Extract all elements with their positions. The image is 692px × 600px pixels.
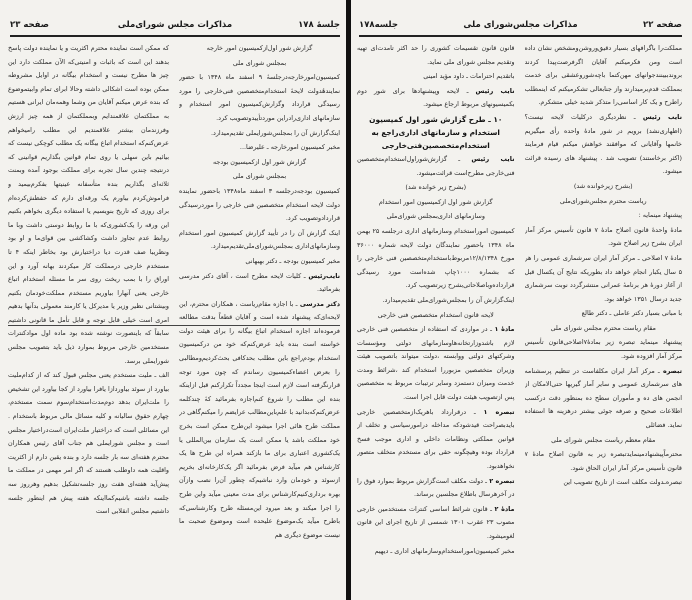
paragraph: مخبر کمیسیون بودجه ـ دکتر بهبهانی xyxy=(245,256,340,265)
speaker-paragraph xyxy=(357,323,515,405)
speaker-paragraph xyxy=(525,111,683,179)
scan-fold-line xyxy=(357,350,682,351)
centered-line: مقام ریاست محترم مجلس شورای ملی xyxy=(550,323,656,332)
speaker-paragraph xyxy=(525,365,683,433)
paragraph: کمیسیون امور‌استخدام وسازمانهای اداری درجلسه ۲۵ بهمن ماه ۱۳۴۸ باحضور نمایندگان دولت لایحه شماره ۳۶۰۰۰ مورخ ۱۲/۸/۱۳۴۸مربوط‌باستخدام‌متخصصین فنی خارجی را که بشماره ۱۰۰۰چاپ شده‌است مورد رسیدگی قرارداده‌و‌باصلاحاتی‌بشرح زیر‌تصویب کرد. xyxy=(357,226,515,290)
right-page-columns xyxy=(357,42,682,590)
paragraph: مادهٔ ۷ اصلاحی ـ مرکز آمار ایران سرشماری عمومی را هر ۵ سال یکبار انجام خواهد داد بطوریکه نتایج آن یکسال قبل از آغاز دورهٔ هر برنامهٔ عمرانی منتشرگردد نوبت سرشماری جدید درسال ۱۳۵۱ خواهد بود. xyxy=(524,253,682,303)
centered-line: (بشرح زیرخوانده شد) xyxy=(573,181,633,190)
paragraph: مخبر کمیسیون امورخارجه ـ علیرضا... xyxy=(239,143,340,152)
paragraph: که ممکن است نماینده محترم اکثریت و یا نماینده دولت پاسخ بدهند این است که باثبات و امنیتی‌که الآن مملکت دارد این چیز ها مطرح نیست و استخدام بیگانه در اوایل مشروطه ممکن بوده است اشکالی داشته وحالا ابرای تمام وابیتموضوع که بنده عرض میکنم آقایان من وشما وهمه‌مان ایرانی هستیم به مملکتمان علاقمندایم وبمملکتمان از همه چیز ارزش وفرزندمان بیشتر علاقمندیم این مطلب رامیخواهم عرض‌کنم‌که استخدام اتباع بیگانه یک مطلب کوچکی نیست که بیائیم باین سهلی یا روی تمام قوانین بگذاریم قوانینی که درنتیجه چندین سال تجربه برای مملکت بوجود آمده وبمنت ثلاثه‌ای بگذاریم بنده متأسفانه عینیتها بفکرم‌بیمید و فراموش‌کردم بیاورم یک ورقه‌ای دارم که حفظش‌کرده‌ام برای روزی که تاریخ بنویسیم یا استفاده دیگری بخواهم بکنیم این ورقه را یک‌کشوری‌که با ما روابط دوستی داشت وبا ما روابط عدم تجاوز داشت وکشاکشی بین قوای‌ما و او بود ونظریبا صف قدرت دیا دراختیارش بود بخاطر اینکه ۴ تا مستخدم خارجی درمملکت کار میکردند بهانه آورد و این اوراق را با بمب ریخت روی سر ما مسئله استخدام اتباع خارجی یعنی آنهارا بیاوریم مستخدم مملکت‌خودمان بکنیم وبیشتانی نظیر وزیر یا مدیرکل یا کارمند معمولی بدآنها بدهیم امری است خیلی قابل توجه و قابل تأمل ما قانونی داشتیم سابقاً که باینصورت نوشته شده بود ماده اول موادکنترات مستخدمین خارجی مربوط بموارد ذیل باید بتصویب مجلس شورایملی برسد. xyxy=(8,44,169,365)
paragraph: با مبانی بسیار دکتر عاملی ـ دکتر طالع xyxy=(581,309,682,318)
paragraph: پیشنهاد مینمایه : xyxy=(638,211,682,220)
centered-line: گزارش شور اول ازکمیسیون امور استخدام xyxy=(378,197,493,206)
speaker-name: نایب رئیس xyxy=(471,154,515,163)
centered-line: وسازمانهای اداری‌بمجلس شورای‌ملی xyxy=(386,212,485,221)
centered-line: بمجلس شورای ملی xyxy=(232,172,287,181)
page-number: صفحه ۲۳ xyxy=(10,20,49,30)
paragraph: محترماًپیشنهادمینمایدتبصره زیر به قانون اصلاح مادهٔ ۷ قانون تأسیس مرکز آمار ایران الحاق شود. xyxy=(524,450,682,472)
centered-line: ریاست محترم مجلس‌شورای‌ملی xyxy=(559,196,647,205)
speaker-name: تبصره ۱ xyxy=(483,407,515,416)
publication-title: مذاکرات مجلس‌شورای ملی xyxy=(463,20,578,30)
speaker-text: ـ نظردیگری درکلیات لایحه نیست؟ (اظهاری‌نشد) برویم در شور مادهٔ واحده رأی میگیریم خانمها وآقایانی که موافقند خواهش میکنم قیام فرمایند (اکثر برخاستند) تصویب شد . پیشنهاد های رسیده قرائت میشود. xyxy=(524,112,682,176)
paragraph: اینک گزارش آن را در تأیید گزارش کمیسیون امور استخدام وسازمانهای‌اداری بمجلس‌شورای‌ملی‌تقدیم‌میدارد. xyxy=(179,228,340,251)
speaker-paragraph xyxy=(357,406,515,474)
paragraph: تبصره‌ـدولت مکلف است از تاریخ تصویب این xyxy=(563,478,682,487)
speaker-paragraph xyxy=(357,85,515,112)
speaker-text: ـ کلیات لایحه مطرح است ، آقای دکتر مدرسی بفرمائید. xyxy=(179,271,340,294)
speaker-text: ـ مرکز آمار ایران مکلفاست در تنظیم پرسشنامه های سرشماری عمومی و سایر آمار گیریها حتی‌الامکان از انجمن های ده و مأموران سطح ده بمنظور دقت درکسب اطلاعات صحیح و صرفه جوئی بیشتر درهزینه ها استفاده نماید. فضائلی xyxy=(524,366,682,430)
speaker-paragraph xyxy=(357,475,515,502)
speaker-text: ـ گزارش‌شوراول‌استخدام‌متخصصین فنی‌خارجی مطرح‌است قرائت‌میشود. xyxy=(357,154,515,177)
paragraph: قانون قانون تقسیمات کشوری را حد اکثر تامدت‌ای تهیه وتقدیم مجلس شورای ملی نماید. xyxy=(357,44,515,66)
right-page-header xyxy=(359,20,682,34)
right-page xyxy=(351,0,692,600)
speaker-paragraph xyxy=(179,270,340,297)
section-heading: ۱۰ ـ طرح گزارش شور اول کمیسیون استخدام و سازمانهای اداری‌راجع به استخدام‌متخصصین‌فنی‌خارجی xyxy=(369,114,503,150)
centered-line: لایحه قانون استخدام متخصصین فنی خارجی xyxy=(377,310,494,319)
left-page-columns xyxy=(8,42,340,590)
speaker-text: ـ در مواردی که استفاده از متخصصین فنی خارجی لازم باشدوزارتخانه‌هاوسازمانهای دولتی ومؤسسات وشرکتهای دولتی ووابسته ،دولت میتواند باتصویب هیئت وزیران متخصصین مزبوررا استخدام کند ،شرائط ومدت خدمت ومیزان دستمزد وسایر ترتیبات مربوط به متخصصین پس ازتصویب هیئت دولت قابل اجرا است. xyxy=(357,325,515,402)
paragraph: مادهٔ واحدهٔ قانون اصلاح مادهٔ ۷ قانون تأسیس مرکز آمار ایران بشرح زیر اصلاح شود. xyxy=(524,225,682,248)
speaker-text: ـ درقرارداد باهریک‌ازمتخصصین خارجی بایدبصراحت قیدشودکه مداخله درامورسیاسی و تخلف از قوانین مملکتی ونظامات داخلی و اداری موجب فسخ قرارداد بوده وهیچگونه حقی برای مستخدم متخلف متصور نخواهدبود. xyxy=(357,407,515,471)
speaker-name: مادهٔ ۱ xyxy=(494,325,515,334)
paragraph: باتقدیم احترامات ـ داود مؤید امینی xyxy=(423,72,515,81)
speaker-paragraph xyxy=(357,153,515,180)
publication-title: مذاکرات مجلس شورای‌ملی xyxy=(117,20,233,30)
speaker-name: تبصره ۲ xyxy=(489,476,515,485)
centered-line: گزارش شور اول از‌کمیسیون بودجه xyxy=(212,157,307,166)
paragraph: اینک‌گزارش آن را بمجلس‌شورای‌ملی تقدیم‌میدارد. xyxy=(382,295,515,304)
text-column-right xyxy=(179,42,340,590)
speaker-name: نایب رئیس xyxy=(475,86,515,95)
text-column-right xyxy=(525,42,683,590)
header-rule xyxy=(10,35,340,37)
speaker-name: مادهٔ ۲ xyxy=(494,504,515,513)
left-page-header xyxy=(10,20,340,34)
page-number: صفحه ۲۲ xyxy=(643,20,682,30)
header-rule xyxy=(359,35,682,37)
paragraph: الف ـ ملیت مستخدم یعنی مجلس قبول کند که از کدام‌ملیت بیاورد از سوئد بیاورد‌ازا یافرا بیاورد از کجا بیاورد این تشخیص را ملت‌ایران بدهد دوم‌مدت‌استخدام‌سوم سمت مستخدم، چهارم حقوق سالیانه و کلیه مسائل مالی مربوط باستخدام . این مسائلی است که دراختیار ملت‌ایران است‌دراختیار مجلس است و مجلس شورایملی هم جناب آقای رئیس همکاران محترم هفته‌ای سه بار جلسه دارد و بنده یقین دارم از اکثریت واقلیت همه داوطلب هستند که اگر امر مهمی در مملکت ما پیش‌آید هفته‌ای هفت روز جلسه‌تشکیل بدهیم وهرروز سه جلسه داشته باشیم‌کمااینکه هفته پیش هم اینطور جلسه داشتیم مجلس انقلابی است xyxy=(8,371,169,516)
text-column-left xyxy=(357,42,515,590)
speaker-text: ـ قانون شرائط اساسی کنترات مستخدمین خارجی مصوب ۲۳ عقرب ۱۳۰۱ شمسی از تاریخ اجرای این قانون لغومیشود. xyxy=(357,504,515,540)
paragraph: مملکت‌را باگرافهای بسیار دقیق‌وروشن‌ومشخص نشان داده است ومن فکرمیکنم آقایان اگرفرصت‌پیدا کردند بروندببینندجوانهای مهن‌کتما باچه‌شوروعشقی برای خدمت بمملکت قدم‌برمیدارند واز جنابعالی تشکرمیکنم که اینمطلب راطرح و یک کار اساسی‌را متذکر شدید خیلی متشکرم. xyxy=(524,44,682,107)
centered-line: بمجلس شورای ملی xyxy=(232,58,287,67)
speaker-text: ـ دولت مکلف است‌گزارش مربوط بموارد فوق را در آخرهرسال باطلاع مجلسین برساند. xyxy=(357,476,515,499)
speaker-paragraph xyxy=(179,298,340,543)
speaker-name: دکتر مدرسی xyxy=(299,299,340,308)
speaker-name: نایب رئیس xyxy=(642,112,682,121)
speaker-paragraph xyxy=(357,503,515,544)
paragraph: اینک‌گزارش آن را بمجلس‌شورایملی تقدیم‌میدارد. xyxy=(210,128,340,137)
scan-fold-line xyxy=(8,325,340,326)
paragraph: پیشنهاد مینماید تبصره زیر بمادهٔ۷اصلاحی‌قانون تأسیس مرکز آمار افزوده شود. xyxy=(524,338,682,361)
centered-line: گزارش شور اول‌ازکمیسیون امور خارجه xyxy=(206,44,313,52)
session-number: جلسه۱۷۸ xyxy=(359,20,398,30)
centered-line: (بشرح زیر خوانده شد) xyxy=(405,183,467,192)
speaker-text: ـ لایحه وپیشنهادها برای شور دوم بکمیسیونهای مربوط ارجاع میشود. xyxy=(357,86,515,109)
text-column-left xyxy=(8,42,169,590)
paragraph: مخبر کمیسیون‌امور‌استخدام‌وسازمانهای اداری ـ دیهیم xyxy=(374,546,515,555)
speaker-name: نایب‌رئیس xyxy=(308,271,340,280)
centered-line: مقام معظم ریاست مجلس شورای ملی xyxy=(551,435,656,444)
paragraph: کمیسیون‌امورخارجه‌درجلسهٔ ۹ اسفند ماه ۱۳۴۸ با حضور نمایندهٔدولت لایحهٔ استخدام‌متخصصین فنی‌خارجی را مورد رسیدگی قرارداد وگزارش‌کمیسیون امور استخدام و سازمانهای اداری‌رادراین موردتأییدوتصویب کرد. xyxy=(179,73,340,122)
session-number: جلسهٔ ۱۷۸ xyxy=(298,20,340,30)
paragraph: کمیسیون بودجه‌درجلسه ۳ اسفند ماه۱۳۴۸ باحضور نماینده دولت لایحه استخدام متخصصین فنی خارجی را موردرسیدگی قراردادوتصویب کرد. xyxy=(179,186,340,223)
speaker-text: ـ با اجازه مقام‌ریاست ، همکاران محترم، این لایحه‌ای‌که پیشنهاد شده است و آقایان قطعاً بدقت مطالعه فرموده‌اند اجازه استخدام اتباع بیگانه را برای هیئت دولت خواسته است بنده باید عرض‌کنم‌که خود من درکمیسیون استخدام بودم‌راجع باین مطلب بحدکافی بحث‌کردیم‌ومطالبی را بعرض اعضاءکمیسیون رساندم که چون مورد توجه قرارنگرفته است لازم است اینجا مجدداً تکرارکنم قبل ازاینکه بنده این مطلب را شروع کنم‌اجازه بفرمائید کهٔ چندکلمه عرض‌کنم‌که‌بدانید با علم‌باین‌مطالب عرایضم را میکنم‌گاهی در مملکت طرح هائی اجرا میشود این‌طرح ممکن است بخرج خود مملکت باشد یا ممکن است یک سازمان بین‌المللی یا یک‌کشوری اعتباری برای ما بازکند همراه این طرح ها یک کارشناس هم میآید فرض بفرمائید اگر یک‌کارخانه‌ای بخریم ازسوئد و خودمان وارد نباشیم‌که چطور آن‌را نصب وازآن بهره برداری‌کنیم‌کارشناس برای مدت معینی میآید واین طرح را اجرا میکند و بعد میرود این‌مسئله طرح وکارشناسی‌که باطرح میآید یک‌موضوع علیحده است وموضوع صحبت ما نیست موضوع دیگری هم xyxy=(179,299,340,539)
speaker-name: تبصره xyxy=(662,366,682,375)
